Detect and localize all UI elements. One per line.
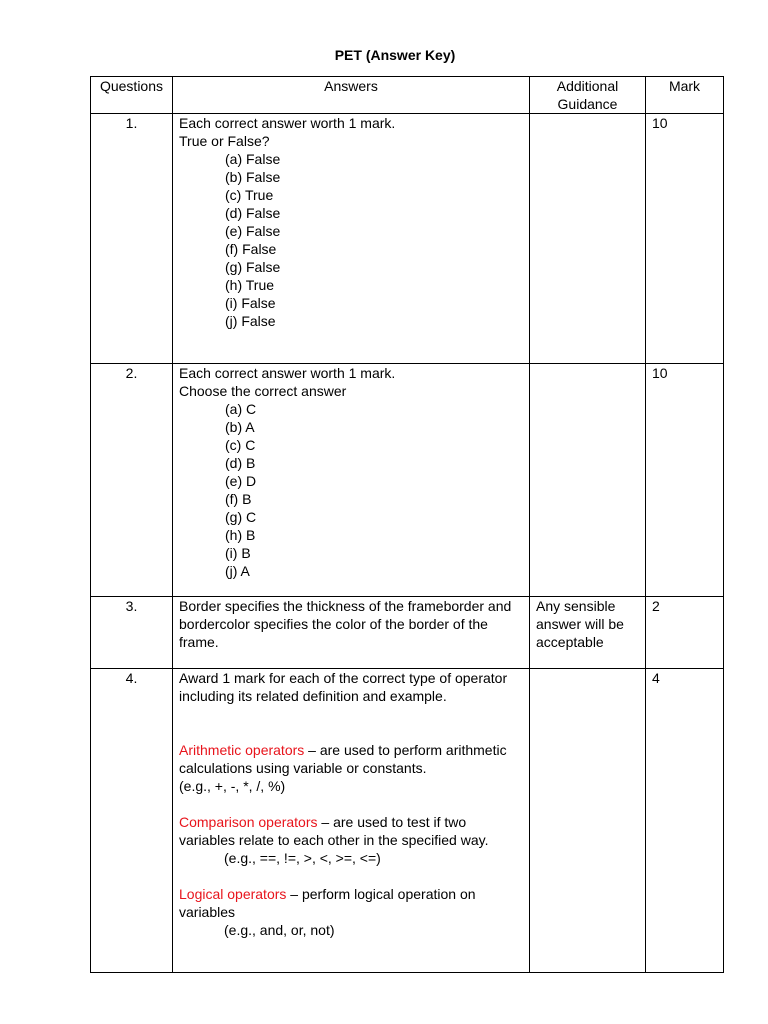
answer-item: (d) False: [225, 205, 281, 221]
answer-item: (j) A: [225, 563, 250, 579]
header-answers: Answers: [173, 77, 530, 114]
answer-item: (h) B: [225, 527, 256, 543]
answer-cell: [173, 669, 530, 973]
question-number: 1.: [91, 114, 173, 364]
answer-item: (e) D: [225, 473, 257, 489]
arithmetic-term: Arithmetic operators: [179, 742, 305, 758]
guidance-cell: [530, 114, 646, 364]
answer-item: (i) False: [225, 295, 276, 311]
answer-intro: Each correct answer worth 1 mark.: [179, 365, 396, 381]
answer-item: (c) True: [225, 187, 274, 203]
answer-item: (a) False: [225, 151, 281, 167]
answer-item: (b) False: [225, 169, 281, 185]
table-row: [91, 597, 724, 669]
answer-key-table: [90, 76, 724, 973]
question-number: 3.: [91, 597, 173, 669]
arithmetic-definition: – are used to perform arithmetic calculations using variable or constants.: [179, 742, 507, 776]
mark-cell: 2: [646, 597, 724, 669]
answer-cell: [173, 114, 530, 364]
answer-intro: Each correct answer worth 1 mark.: [179, 115, 396, 131]
question-number: 4.: [91, 669, 173, 973]
comparison-definition: – are used to test if two variables relate to each other in the specified way.: [179, 814, 489, 848]
header-mark: Mark: [646, 77, 724, 114]
answer-item: (f) False: [225, 241, 277, 257]
mark-cell: 4: [646, 669, 724, 973]
logical-definition: – perform logical operation on variables: [179, 886, 476, 920]
answer-item: (j) False: [225, 313, 276, 329]
answer-item: (h) True: [225, 277, 275, 293]
answer-instruction: True or False?: [179, 133, 270, 149]
table-row: [91, 364, 724, 597]
guidance-cell: Any sensible answer will be acceptable: [530, 597, 646, 669]
comparison-paragraph: [179, 813, 523, 849]
answer-list: [225, 400, 523, 580]
answer-item: (d) B: [225, 455, 256, 471]
answer-item: (a) C: [225, 401, 257, 417]
guidance-cell: [530, 364, 646, 597]
table-row: [91, 669, 724, 973]
header-guidance: Additional Guidance: [530, 77, 646, 114]
comparison-term: Comparison operators: [179, 814, 318, 830]
table-header-row: [91, 77, 724, 114]
answer-item: (f) B: [225, 491, 252, 507]
arithmetic-paragraph: [179, 741, 523, 777]
answer-instruction: Choose the correct answer: [179, 383, 347, 399]
page-title: PET (Answer Key): [334, 47, 456, 63]
logical-term: Logical operators: [179, 886, 287, 902]
answer-item: (g) C: [225, 509, 257, 525]
comparison-example: (e.g., ==, !=, >, <, >=, <=): [224, 850, 381, 866]
answer-item: (e) False: [225, 223, 281, 239]
answer-cell: [173, 364, 530, 597]
answer-item: (i) B: [225, 545, 251, 561]
guidance-cell: [530, 669, 646, 973]
mark-cell: 10: [646, 364, 724, 597]
answer-intro: Award 1 mark for each of the correct type of operator including its related definition and example.: [179, 670, 508, 704]
arithmetic-example: (e.g., +, -, *, /, %): [179, 778, 286, 794]
header-questions: Questions: [91, 77, 173, 114]
answer-item: (g) False: [225, 259, 281, 275]
answer-list: [225, 150, 523, 330]
question-number: 2.: [91, 364, 173, 597]
table-row: [91, 114, 724, 364]
answer-item: (c) C: [225, 437, 256, 453]
mark-cell: 10: [646, 114, 724, 364]
answer-cell: Border specifies the thickness of the frameborder and bordercolor specifies the color of the border of the frame.: [173, 597, 530, 669]
logical-example: (e.g., and, or, not): [224, 922, 335, 938]
answer-item: (b) A: [225, 419, 255, 435]
logical-paragraph: [179, 885, 523, 921]
